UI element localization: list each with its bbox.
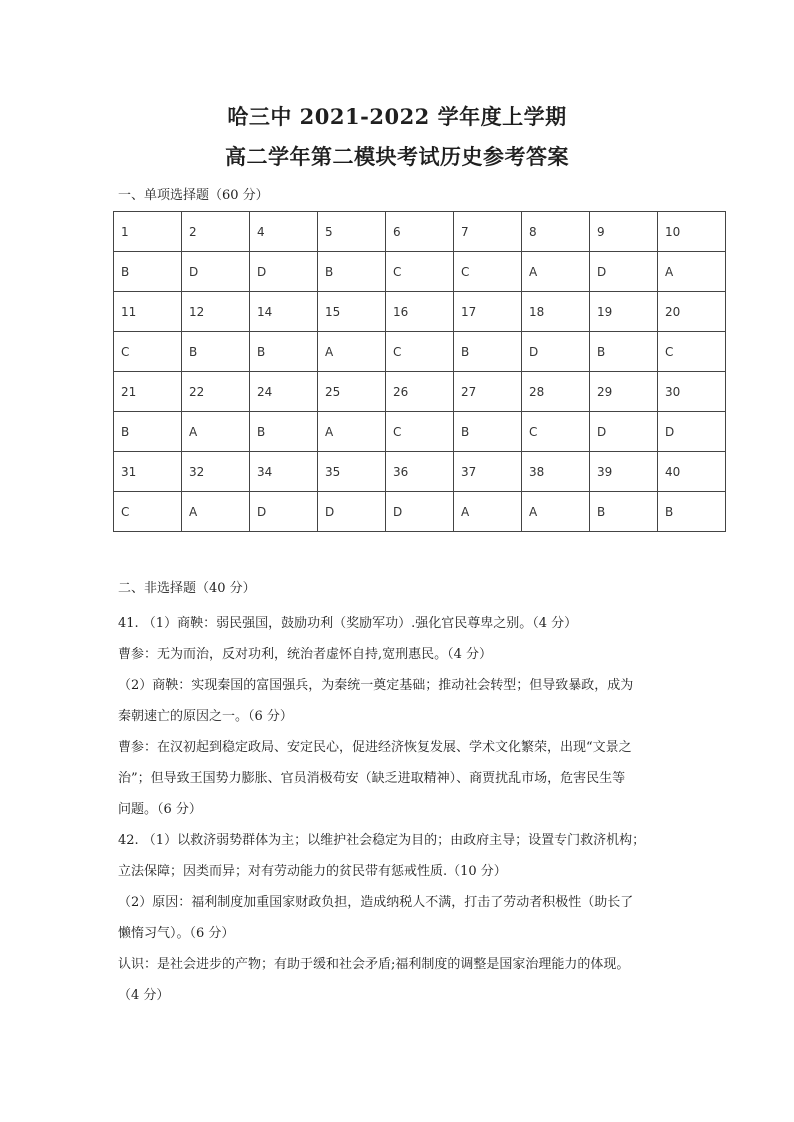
question-number-cell: 6 <box>386 212 454 252</box>
answer-text-line: 42. （1）以救济弱势群体为主；以维护社会稳定为目的；由政府主导；设置专门救济机构； <box>118 833 646 848</box>
question-number-row <box>114 212 726 252</box>
answer-cell: B <box>114 252 182 292</box>
answer-cell: D <box>658 412 726 452</box>
answer-cell: B <box>114 412 182 452</box>
question-number-cell: 38 <box>522 452 590 492</box>
answer-cell: C <box>386 412 454 452</box>
answer-cell: B <box>182 332 250 372</box>
answer-cell: D <box>590 252 658 292</box>
answer-text-line: 立法保障；因类而异；对有劳动能力的贫民带有惩戒性质.（10 分） <box>118 864 507 879</box>
answer-cell: A <box>522 252 590 292</box>
answer-text-line: （2）原因：福利制度加重国家财政负担，造成纳税人不满，打击了劳动者积极性（助长了 <box>118 895 634 910</box>
essay-answers <box>118 608 688 1011</box>
answer-cell: C <box>454 252 522 292</box>
question-number-cell: 2 <box>182 212 250 252</box>
question-number-cell: 31 <box>114 452 182 492</box>
question-number-cell: 4 <box>250 212 318 252</box>
question-number-row <box>114 292 726 332</box>
answer-cell: A <box>318 412 386 452</box>
answer-letter-row <box>114 252 726 292</box>
answer-letter-row <box>114 412 726 452</box>
question-number-cell: 21 <box>114 372 182 412</box>
question-number-cell: 8 <box>522 212 590 252</box>
answer-text-line: 治”；但导致王国势力膨胀、官员消极苟安（缺乏进取精神）、商贾扰乱市场，危害民生等 <box>118 771 626 786</box>
question-number-cell: 15 <box>318 292 386 332</box>
answer-text-line: 秦朝速亡的原因之一。（6 分） <box>118 709 293 724</box>
answer-cell: A <box>318 332 386 372</box>
question-number-cell: 9 <box>590 212 658 252</box>
question-number-cell: 35 <box>318 452 386 492</box>
question-number-row <box>114 372 726 412</box>
question-number-cell: 18 <box>522 292 590 332</box>
answer-letter-row <box>114 332 726 372</box>
answer-cell: D <box>318 492 386 532</box>
answer-cell: B <box>590 332 658 372</box>
answer-cell: B <box>318 252 386 292</box>
answer-cell: B <box>250 412 318 452</box>
question-number-cell: 22 <box>182 372 250 412</box>
answer-cell: D <box>386 492 454 532</box>
question-number-cell: 20 <box>658 292 726 332</box>
question-number-cell: 32 <box>182 452 250 492</box>
answer-cell: B <box>454 412 522 452</box>
answer-cell: B <box>454 332 522 372</box>
question-number-cell: 16 <box>386 292 454 332</box>
answer-cell: A <box>454 492 522 532</box>
answer-cell: C <box>658 332 726 372</box>
question-number-cell: 7 <box>454 212 522 252</box>
answer-cell: C <box>522 412 590 452</box>
section-multiple-choice-heading: 一、单项选择题（60 分） <box>118 188 269 203</box>
answer-cell: B <box>590 492 658 532</box>
question-number-cell: 34 <box>250 452 318 492</box>
answer-text-line: 认识：是社会进步的产物；有助于缓和社会矛盾;福利制度的调整是国家治理能力的体现。 <box>118 957 630 972</box>
question-number-cell: 10 <box>658 212 726 252</box>
answer-text-line: 41. （1）商鞅：弱民强国，鼓励功利（奖励军功）.强化官民尊卑之别。（4 分） <box>118 616 578 631</box>
answer-table <box>113 211 726 532</box>
answer-text-line: 懒惰习气）。（6 分） <box>118 926 235 941</box>
question-number-cell: 39 <box>590 452 658 492</box>
question-number-cell: 1 <box>114 212 182 252</box>
question-number-cell: 36 <box>386 452 454 492</box>
answer-cell: D <box>182 252 250 292</box>
answer-cell: B <box>250 332 318 372</box>
question-number-cell: 14 <box>250 292 318 332</box>
question-number-cell: 26 <box>386 372 454 412</box>
question-number-cell: 28 <box>522 372 590 412</box>
question-number-cell: 25 <box>318 372 386 412</box>
answer-letter-row <box>114 492 726 532</box>
question-number-cell: 5 <box>318 212 386 252</box>
document-subtitle: 高二学年第二模块考试历史参考答案 <box>225 144 569 169</box>
answer-text-line: 问题。（6 分） <box>118 802 202 817</box>
answer-cell: D <box>250 252 318 292</box>
answer-text-line: （4 分） <box>118 988 170 1003</box>
question-number-cell: 30 <box>658 372 726 412</box>
answer-text-line: （2）商鞅：实现秦国的富国强兵，为秦统一奠定基础；推动社会转型；但导致暴政，成为 <box>118 678 634 693</box>
answer-cell: D <box>522 332 590 372</box>
answer-cell: A <box>522 492 590 532</box>
answer-cell: C <box>386 332 454 372</box>
answer-text-line: 曹参：无为而治，反对功利，统治者虚怀自持,宽刑惠民。（4 分） <box>118 647 493 662</box>
answer-cell: C <box>114 332 182 372</box>
question-number-cell: 27 <box>454 372 522 412</box>
question-number-cell: 40 <box>658 452 726 492</box>
question-number-cell: 11 <box>114 292 182 332</box>
question-number-cell: 29 <box>590 372 658 412</box>
answer-cell: D <box>590 412 658 452</box>
answer-cell: D <box>250 492 318 532</box>
question-number-cell: 37 <box>454 452 522 492</box>
answer-cell: A <box>182 412 250 452</box>
answer-cell: B <box>658 492 726 532</box>
question-number-cell: 24 <box>250 372 318 412</box>
answer-text-line: 曹参：在汉初起到稳定政局、安定民心，促进经济恢复发展、学术文化繁荣，出现“文景之 <box>118 740 632 755</box>
question-number-cell: 12 <box>182 292 250 332</box>
question-number-row <box>114 452 726 492</box>
answer-cell: A <box>182 492 250 532</box>
answer-cell: C <box>114 492 182 532</box>
question-number-cell: 17 <box>454 292 522 332</box>
question-number-cell: 19 <box>590 292 658 332</box>
answer-cell: C <box>386 252 454 292</box>
answer-cell: A <box>658 252 726 292</box>
document-title: 哈三中 2021-2022 学年度上学期 <box>227 104 567 129</box>
section-essay-heading: 二、非选择题（40 分） <box>118 581 256 596</box>
